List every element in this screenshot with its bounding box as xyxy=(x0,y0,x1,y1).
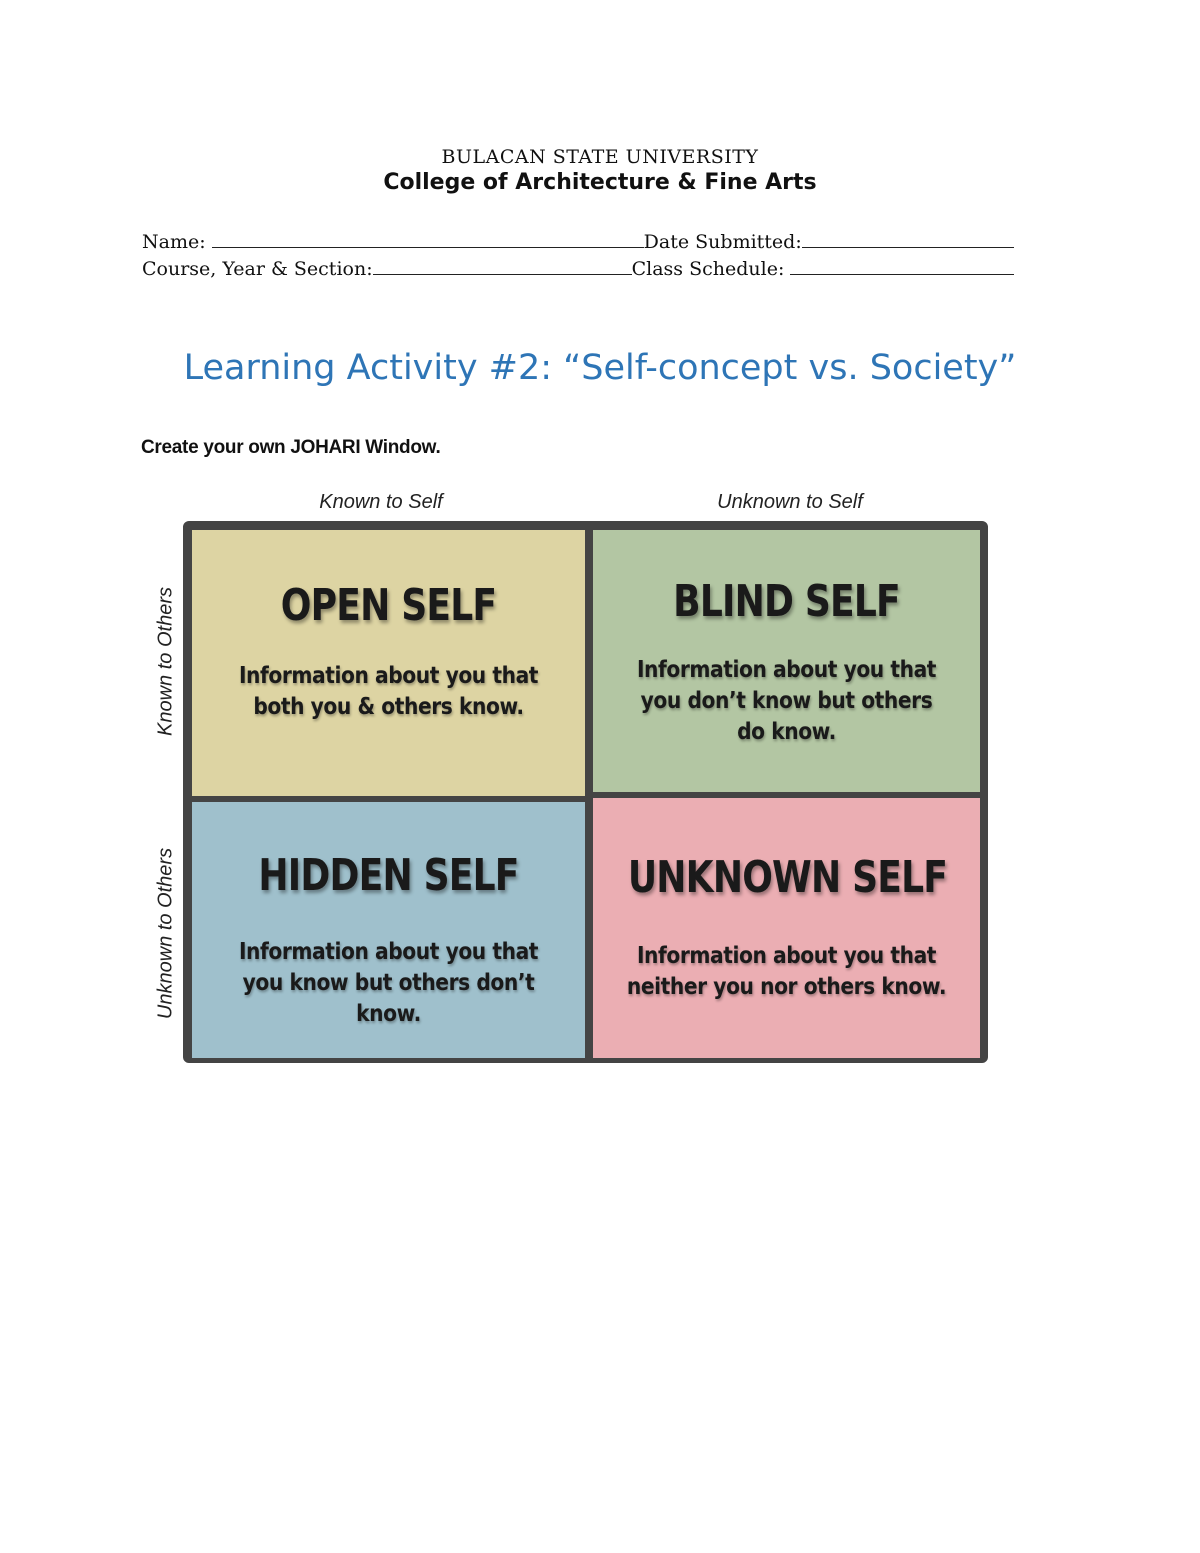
unknown-self-title: UNKNOWN SELF xyxy=(627,852,948,903)
blind-self-description xyxy=(616,655,957,748)
name-field[interactable] xyxy=(212,228,644,248)
date-submitted-field[interactable] xyxy=(802,228,1014,248)
blind-self-desc-line-2: you don’t know but others xyxy=(640,688,933,714)
college-name: College of Architecture & Fine Arts xyxy=(383,170,817,195)
open-self-desc-line-2: both you & others know. xyxy=(253,694,524,720)
class-schedule-label: Class Schedule: xyxy=(631,258,785,280)
hidden-self-title: HIDDEN SELF xyxy=(258,850,519,901)
axis-unknown-to-self: Unknown to Self xyxy=(717,491,863,513)
hidden-self-description xyxy=(216,937,562,1030)
axis-unknown-to-others: Unknown to Others xyxy=(154,847,177,1020)
university-name: BULACAN STATE UNIVERSITY xyxy=(441,146,759,168)
blind-self-desc-line-1: Information about you that xyxy=(636,657,937,683)
quadrant-blind-self xyxy=(593,530,980,792)
course-label: Course, Year & Section: xyxy=(142,258,373,280)
hidden-self-desc-line-2: you know but others don’t xyxy=(242,970,535,996)
open-self-description xyxy=(216,661,562,723)
blind-self-desc-line-3: do know. xyxy=(737,719,836,745)
class-schedule-field[interactable] xyxy=(790,255,1014,275)
name-label: Name: xyxy=(142,231,206,253)
blind-self-title: BLIND SELF xyxy=(673,576,900,627)
unknown-self-desc-line-2: neither you nor others know. xyxy=(626,974,947,1000)
course-field[interactable] xyxy=(373,255,632,275)
form-row-1 xyxy=(142,228,1014,253)
johari-window xyxy=(183,521,988,1063)
date-submitted-label: Date Submitted: xyxy=(643,231,802,253)
activity-title: Learning Activity #2: “Self-concept vs. Society” xyxy=(183,348,1017,388)
unknown-self-description xyxy=(616,941,957,1003)
open-self-desc-line-1: Information about you that xyxy=(238,663,539,689)
hidden-self-desc-line-1: Information about you that xyxy=(238,939,539,965)
activity-instruction: Create your own JOHARI Window. xyxy=(141,437,441,458)
quadrant-open-self xyxy=(192,530,585,796)
form-row-2 xyxy=(142,255,1014,280)
quadrant-hidden-self xyxy=(192,802,585,1058)
hidden-self-desc-line-3: know. xyxy=(356,1001,421,1027)
open-self-title: OPEN SELF xyxy=(280,580,497,631)
axis-known-to-self: Known to Self xyxy=(319,491,443,513)
axis-known-to-others: Known to Others xyxy=(154,587,177,736)
quadrant-unknown-self xyxy=(593,798,980,1058)
unknown-self-desc-line-1: Information about you that xyxy=(636,943,937,969)
